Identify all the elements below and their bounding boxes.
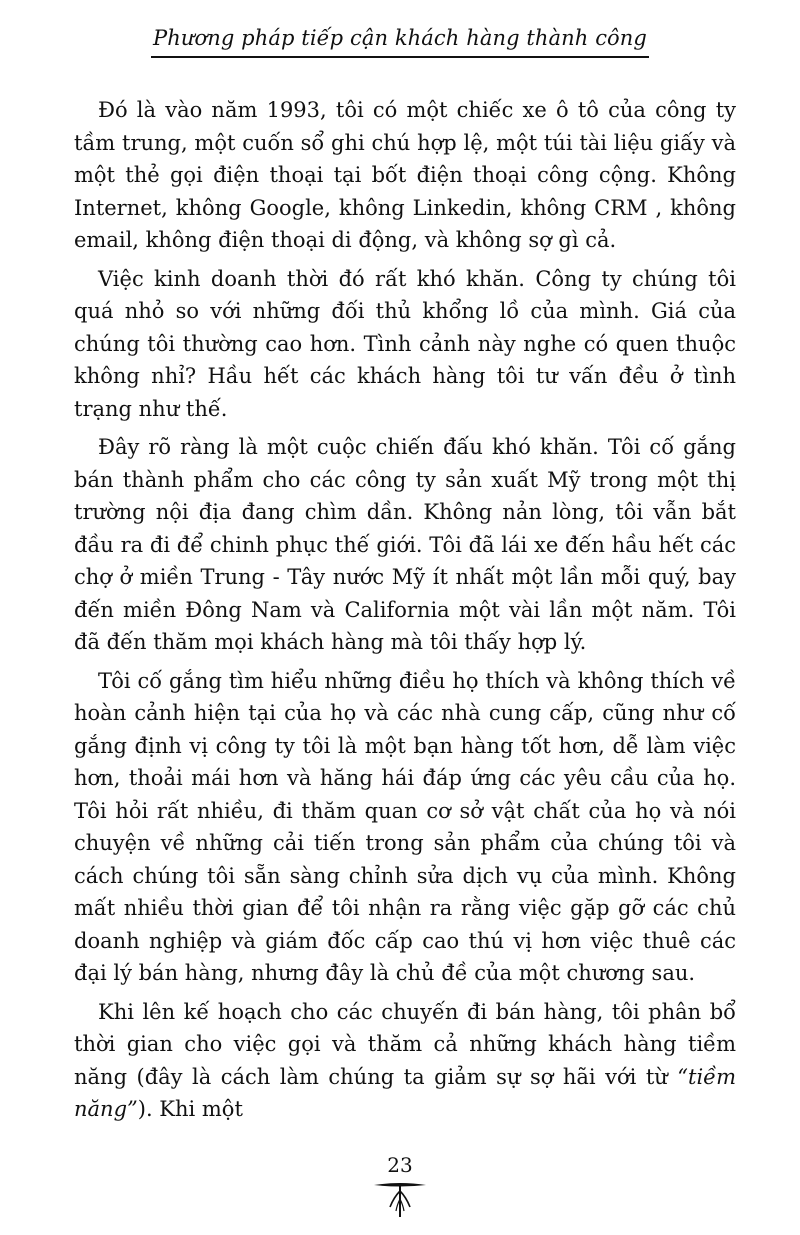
paragraph-text: Khi lên kế hoạch cho các chuyến đi bán hàng, tôi phân bổ thời gian cho việc gọi và thăm cả những khách hàng tiềm năng (đây là cách làm chúng ta giảm sự sợ hãi với từ [74,999,736,1089]
paragraph: Việc kinh doanh thời đó rất khó khăn. Công ty chúng tôi quá nhỏ so với những đối thủ khổng lồ của mình. Giá của chúng tôi thường cao hơn. Tình cảnh này nghe có quen thuộc không nhỉ? Hầu hết các khách hàng tôi tư vấn đều ở tình trạng như thế. [74,266,736,421]
page-number: 23 [387,1153,413,1177]
ornament-icon [370,1179,430,1219]
body-text [74,94,736,1132]
paragraph: Đó là vào năm 1993, tôi có một chiếc xe ô tô của công ty tầm trung, một cuốn sổ ghi chú hợp lệ, một túi tài liệu giấy và một thẻ gọi điện thoại tại bốt điện thoại công cộng. Không Internet, không Google, không Linkedin, không CRM , không email, không điện thoại di động, và không sợ gì cả. [74,98,736,252]
paragraph: Đây rõ ràng là một cuộc chiến đấu khó khăn. Tôi cố gắng bán thành phẩm cho các công ty sản xuất Mỹ trong một thị trường nội địa đang chìm dần. Không nản lòng, tôi vẫn bắt đầu ra đi để chinh phục thế giới. Tôi đã lái xe đến hầu hết các chợ ở miền Trung - Tây nước Mỹ ít nhất một lần mỗi quý, bay đến miền Đông Nam và California một vài lần một năm. Tôi đã đến thăm mọi khách hàng mà tôi thấy hợp lý. [74,435,736,654]
running-title: Phương pháp tiếp cận khách hàng thành công [151,26,649,58]
paragraph-text: ). Khi một [137,1097,243,1121]
paragraph-last [74,996,736,1126]
emphasis-text: “tiềm năng” [74,1064,736,1121]
running-header [0,26,800,58]
page-footer [0,1153,800,1219]
paragraph: Tôi cố gắng tìm hiểu những điều họ thích và không thích về hoàn cảnh hiện tại của họ và các nhà cung cấp, cũng như cố gắng định vị công ty tôi là một bạn hàng tốt hơn, dễ làm việc hơn, thoải mái hơn và hăng hái đáp ứng các yêu cầu của họ. Tôi hỏi rất nhiều, đi thăm quan cơ sở vật chất của họ và nói chuyện về những cải tiến trong sản phẩm của chúng tôi và cách chúng tôi sẵn sàng chỉnh sửa dịch vụ của mình. Không mất nhiều thời gian để tôi nhận ra rằng việc gặp gỡ các chủ doanh nghiệp và giám đốc cấp cao thú vị hơn việc thuê các đại lý bán hàng, nhưng đây là chủ đề của một chương sau. [74,668,736,985]
